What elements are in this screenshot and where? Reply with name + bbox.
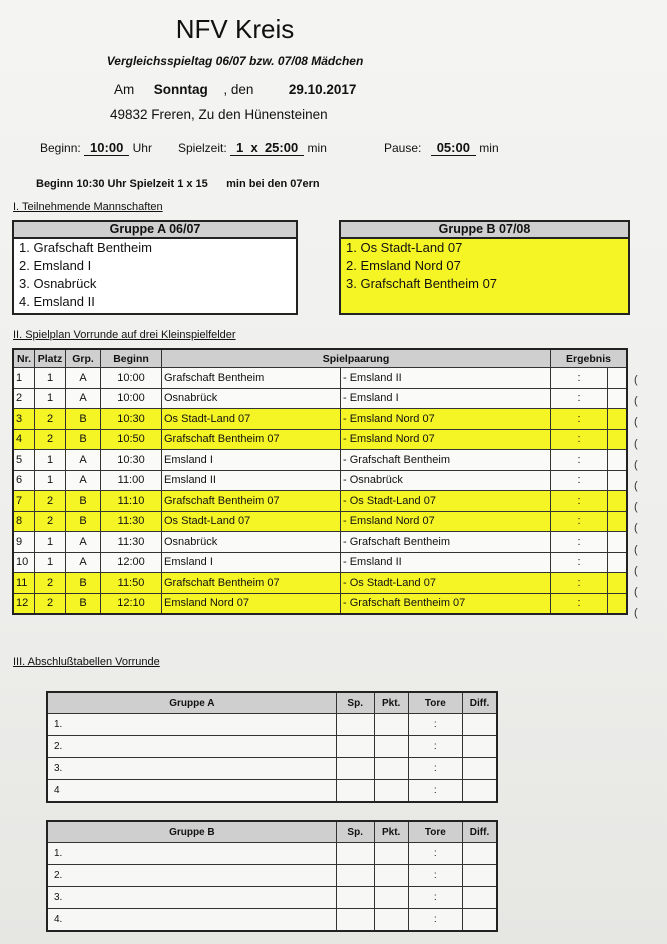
tore-cell: : (408, 843, 462, 865)
date-value: 29.10.2017 (288, 82, 357, 97)
rank-label: 1. (47, 714, 336, 736)
pitch-number: 1 (35, 532, 66, 553)
away-team: - Emsland Nord 07 (341, 511, 551, 532)
standings-b-title: Gruppe B (47, 821, 336, 843)
margin-mark: ( (634, 586, 638, 598)
diff-cell (463, 865, 497, 887)
tore-cell: : (408, 714, 462, 736)
pkt-cell (374, 887, 408, 909)
standings-table-a (46, 691, 498, 803)
diff-cell (463, 714, 497, 736)
match-number: 2 (13, 388, 35, 409)
group-letter: A (66, 532, 101, 553)
result-extra-cell (608, 429, 628, 450)
margin-mark: ( (634, 416, 638, 429)
margin-mark: ( (634, 395, 638, 408)
group-letter: B (66, 511, 101, 532)
group-a-team: 2. Emsland I (19, 258, 92, 273)
group-a-title: Gruppe A 06/07 (14, 222, 296, 239)
group-b-title: Gruppe B 07/08 (341, 222, 628, 239)
tore-cell: : (408, 887, 462, 909)
sp-cell (336, 758, 374, 780)
rank-label: 2. (47, 736, 336, 758)
home-team: Grafschaft Bentheim (162, 368, 341, 389)
col-sp: Sp. (336, 692, 374, 714)
diff-cell (463, 909, 497, 932)
schedule-header-row (13, 349, 627, 368)
away-team: - Emsland II (341, 552, 551, 573)
kickoff-time: 10:00 (101, 368, 162, 389)
home-team: Emsland I (162, 552, 341, 573)
section-tables-heading: III. Abschlußtabellen Vorrunde (13, 656, 160, 668)
away-team: - Grafschaft Bentheim (341, 450, 551, 471)
standings-a-title: Gruppe A (47, 692, 336, 714)
home-team: Emsland II (162, 470, 341, 491)
match-number: 9 (13, 532, 35, 553)
sp-cell (336, 909, 374, 932)
margin-mark: ( (634, 458, 638, 471)
pitch-number: 2 (35, 573, 66, 594)
result-extra-cell (608, 470, 628, 491)
away-team: - Emsland I (341, 388, 551, 409)
diff-cell (463, 736, 497, 758)
group-letter: B (66, 409, 101, 430)
schedule-table (12, 348, 628, 615)
result-extra-cell (608, 573, 628, 594)
home-team: Osnabrück (162, 388, 341, 409)
note-07: Beginn 10:30 Uhr Spielzeit 1 x 15 min bei den 07ern (36, 178, 320, 190)
match-number: 11 (13, 573, 35, 594)
beginn-line (40, 140, 152, 156)
result-extra-cell (608, 368, 628, 389)
col-beginn: Beginn (101, 349, 162, 368)
page-title: NFV Kreis (175, 14, 295, 44)
den-label: , den (223, 82, 254, 97)
group-letter: A (66, 470, 101, 491)
away-team: - Grafschaft Bentheim 07 (341, 593, 551, 614)
rank-label: 3. (47, 887, 336, 909)
col-sp: Sp. (336, 821, 374, 843)
schedule-row (13, 593, 627, 614)
col-diff: Diff. (463, 692, 497, 714)
home-team: Emsland Nord 07 (162, 593, 341, 614)
standings-row (47, 758, 497, 780)
away-team: - Emsland II (341, 368, 551, 389)
pitch-number: 2 (35, 491, 66, 512)
away-team: - Os Stadt-Land 07 (341, 491, 551, 512)
date-line (114, 82, 356, 97)
match-number: 3 (13, 409, 35, 430)
pitch-number: 1 (35, 388, 66, 409)
margin-mark: ( (634, 522, 638, 535)
pkt-cell (374, 758, 408, 780)
standings-row (47, 909, 497, 932)
result-extra-cell (608, 593, 628, 614)
group-letter: B (66, 593, 101, 614)
schedule-row (13, 491, 627, 512)
kickoff-time: 11:10 (101, 491, 162, 512)
pkt-cell (374, 865, 408, 887)
home-team: Osnabrück (162, 532, 341, 553)
tore-cell: : (408, 909, 462, 932)
standings-row (47, 865, 497, 887)
match-number: 8 (13, 511, 35, 532)
standings-table-b (46, 820, 498, 932)
match-number: 10 (13, 552, 35, 573)
schedule-row (13, 388, 627, 409)
match-number: 5 (13, 450, 35, 471)
away-team: - Emsland Nord 07 (341, 409, 551, 430)
away-team: - Os Stadt-Land 07 (341, 573, 551, 594)
col-spielpaarung: Spielpaarung (162, 349, 551, 368)
away-team: - Grafschaft Bentheim (341, 532, 551, 553)
result-extra-cell (608, 511, 628, 532)
margin-mark: ( (634, 501, 638, 514)
margin-mark: ( (634, 374, 638, 386)
group-letter: B (66, 429, 101, 450)
rank-label: 3. (47, 758, 336, 780)
schedule-row (13, 429, 627, 450)
result-field: : (551, 573, 608, 594)
result-field: : (551, 470, 608, 491)
col-grp: Grp. (66, 349, 101, 368)
group-b-team: 1. Os Stadt-Land 07 (346, 240, 463, 255)
group-a-team: 1. Grafschaft Bentheim (19, 240, 152, 255)
pitch-number: 2 (35, 511, 66, 532)
group-letter: A (66, 450, 101, 471)
match-number: 4 (13, 429, 35, 450)
match-number: 12 (13, 593, 35, 614)
result-extra-cell (608, 388, 628, 409)
result-field: : (551, 552, 608, 573)
margin-mark: ( (634, 607, 638, 620)
uhr-label: Uhr (132, 141, 152, 155)
result-field: : (551, 409, 608, 430)
col-pkt: Pkt. (374, 821, 408, 843)
home-team: Os Stadt-Land 07 (162, 511, 341, 532)
tore-cell: : (408, 865, 462, 887)
location: 49832 Freren, Zu den Hünensteinen (110, 107, 328, 122)
result-extra-cell (608, 450, 628, 471)
pitch-number: 1 (35, 552, 66, 573)
spielzeit-value: 1 x 25:00 (230, 140, 304, 156)
day-value: Sonntag (153, 82, 208, 97)
standings-row (47, 887, 497, 909)
pause-value: 05:00 (431, 140, 476, 156)
tore-cell: : (408, 758, 462, 780)
away-team: - Emsland Nord 07 (341, 429, 551, 450)
col-diff: Diff. (463, 821, 497, 843)
beginn-label: Beginn: (40, 141, 81, 155)
pkt-cell (374, 843, 408, 865)
rank-label: 4 (47, 780, 336, 803)
schedule-row (13, 368, 627, 389)
home-team: Grafschaft Bentheim 07 (162, 573, 341, 594)
kickoff-time: 11:30 (101, 532, 162, 553)
group-b-team: 3. Grafschaft Bentheim 07 (346, 276, 498, 291)
home-team: Grafschaft Bentheim 07 (162, 429, 341, 450)
beginn-value: 10:00 (84, 140, 129, 156)
group-a-team: 4. Emsland II (19, 294, 95, 309)
margin-mark: ( (634, 564, 638, 577)
group-b-box (339, 220, 630, 315)
margin-mark: ( (634, 480, 638, 492)
result-field: : (551, 368, 608, 389)
standings-row (47, 714, 497, 736)
schedule-row (13, 409, 627, 430)
pause-line (384, 140, 499, 156)
kickoff-time: 12:00 (101, 552, 162, 573)
kickoff-time: 11:30 (101, 511, 162, 532)
standings-row (47, 780, 497, 803)
schedule-row (13, 573, 627, 594)
group-letter: A (66, 388, 101, 409)
spielzeit-line (178, 140, 327, 156)
match-number: 7 (13, 491, 35, 512)
pitch-number: 1 (35, 368, 66, 389)
result-extra-cell (608, 552, 628, 573)
kickoff-time: 10:50 (101, 429, 162, 450)
rank-label: 2. (47, 865, 336, 887)
col-ergebnis: Ergebnis (551, 349, 628, 368)
diff-cell (463, 843, 497, 865)
standings-row (47, 843, 497, 865)
result-extra-cell (608, 491, 628, 512)
standings-b-header (47, 821, 497, 843)
home-team: Emsland I (162, 450, 341, 471)
col-tore: Tore (408, 692, 462, 714)
group-letter: A (66, 368, 101, 389)
group-a-team: 3. Osnabrück (19, 276, 97, 291)
sp-cell (336, 843, 374, 865)
result-extra-cell (608, 409, 628, 430)
margin-mark: ( (634, 437, 638, 450)
schedule-row (13, 470, 627, 491)
col-platz: Platz (35, 349, 66, 368)
result-field: : (551, 532, 608, 553)
am-label: Am (114, 82, 135, 97)
result-field: : (551, 491, 608, 512)
pitch-number: 2 (35, 409, 66, 430)
sp-cell (336, 780, 374, 803)
schedule-row (13, 552, 627, 573)
sp-cell (336, 714, 374, 736)
diff-cell (463, 758, 497, 780)
pkt-cell (374, 780, 408, 803)
sp-cell (336, 887, 374, 909)
min-label: min (307, 141, 327, 155)
diff-cell (463, 780, 497, 803)
section-teams-heading: I. Teilnehmende Mannschaften (13, 201, 163, 213)
section-schedule-heading: II. Spielplan Vorrunde auf drei Kleinspielfelder (13, 329, 236, 341)
result-field: : (551, 593, 608, 614)
diff-cell (463, 887, 497, 909)
pkt-cell (374, 714, 408, 736)
group-letter: A (66, 552, 101, 573)
col-pkt: Pkt. (374, 692, 408, 714)
kickoff-time: 10:30 (101, 450, 162, 471)
home-team: Os Stadt-Land 07 (162, 409, 341, 430)
pitch-number: 2 (35, 593, 66, 614)
match-number: 1 (13, 368, 35, 389)
min-label-2: min (479, 141, 499, 155)
home-team: Grafschaft Bentheim 07 (162, 491, 341, 512)
standings-row (47, 736, 497, 758)
kickoff-time: 10:30 (101, 409, 162, 430)
kickoff-time: 10:00 (101, 388, 162, 409)
standings-a-header (47, 692, 497, 714)
pitch-number: 1 (35, 450, 66, 471)
schedule-row (13, 450, 627, 471)
group-letter: B (66, 573, 101, 594)
result-field: : (551, 388, 608, 409)
result-extra-cell (608, 532, 628, 553)
group-b-team: 2. Emsland Nord 07 (346, 258, 461, 273)
sp-cell (336, 865, 374, 887)
schedule-row (13, 532, 627, 553)
group-a-box (12, 220, 298, 315)
result-field: : (551, 511, 608, 532)
rank-label: 1. (47, 843, 336, 865)
kickoff-time: 12:10 (101, 593, 162, 614)
pitch-number: 1 (35, 470, 66, 491)
margin-mark: ( (634, 543, 638, 556)
kickoff-time: 11:50 (101, 573, 162, 594)
rank-label: 4. (47, 909, 336, 932)
page-subtitle: Vergleichsspieltag 06/07 bzw. 07/08 Mädchen (106, 54, 364, 68)
match-number: 6 (13, 470, 35, 491)
pitch-number: 2 (35, 429, 66, 450)
col-nr: Nr. (13, 349, 35, 368)
spielzeit-label: Spielzeit: (178, 141, 227, 155)
result-field: : (551, 450, 608, 471)
pause-label: Pause: (384, 141, 422, 155)
schedule-row (13, 511, 627, 532)
away-team: - Osnabrück (341, 470, 551, 491)
pkt-cell (374, 909, 408, 932)
tore-cell: : (408, 780, 462, 803)
kickoff-time: 11:00 (101, 470, 162, 491)
group-letter: B (66, 491, 101, 512)
result-field: : (551, 429, 608, 450)
sp-cell (336, 736, 374, 758)
col-tore: Tore (408, 821, 462, 843)
pkt-cell (374, 736, 408, 758)
tore-cell: : (408, 736, 462, 758)
